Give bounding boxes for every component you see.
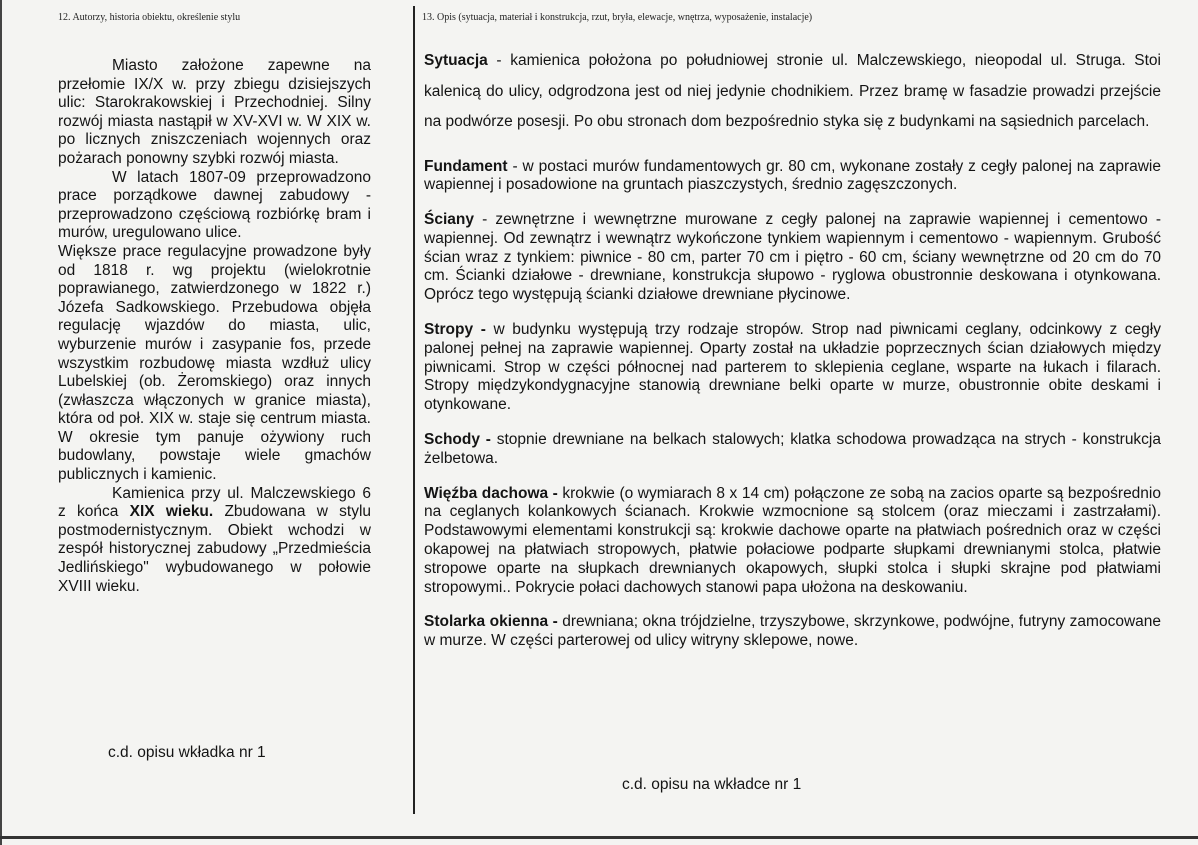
history-paragraph-4 xyxy=(58,485,371,597)
fundament-text: - w postaci murów fundamentowych gr. 80 cm, wykonane zostały z cegły palonej na zaprawie wapiennej i posadowione na gruntach piaszczystych, średnio zagęszczonych. xyxy=(424,157,1161,194)
section-schody xyxy=(424,431,1161,469)
p4-text-after: Zbudowana w stylu postmodernistycznym. Obiekt wchodzi w zespół historycznej zabudowy „Przedmieścia Jedlińskiego" wybudowanego w połowie XVIII wieku. xyxy=(58,503,372,595)
schody-label: Schody - xyxy=(424,431,491,449)
section-sciany xyxy=(424,211,1161,305)
sytuacja-label: Sytuacja xyxy=(424,52,488,69)
sciany-text: - zewnętrzne i wewnętrzne murowane z cegły palonej na zaprawie wapiennej i cementowo - wapiennej. Od zewnątrz i wewnątrz wykończone tynkiem wapiennym i cementowo - wapiennym. Grubość ścian wraz z tynkiem: piwnice - 80 cm, parter 70 cm i piętro - 60 cm, ściany wewnętrzne od 20 cm do 70 cm. Ścianki działowe - drewniane, konstrukcja słupowo - ryglowa obustronnie deskowana i otynkowana. Oprócz tego występują ścianki działowe drewniane płycinowe. xyxy=(424,211,1161,304)
stropy-text: w budynku występują trzy rodzaje stropów. Strop nad piwnicami ceglany, odcinkowy z cegły palonej pełnej na zaprawie wapiennej. Oparty został na układzie poprzecznych ścian działowych między piwnicami. Strop w części północnej nad parterem to sklepienia ceglane, wsparte na łukach i filarach. Stropy międzykondygnacyjne stanowią drewniane belki oparte w murze, obustronnie obite deskami i otynkowane. xyxy=(424,321,1161,414)
wiezba-text: krokwie (o wymiarach 8 x 14 cm) połączone ze sobą na zacios oparte są bezpośrednio na ceglanych kolankowych ścianach. Krokwie wzmocnione są stolcem (oraz mieczami i zastrzałami). Podstawowymi elementami konstrukcji są: krokwie dachowe oparte na płatwiach pośrednich oraz w części okapowej na płatwiach stropowych, płatwie połaciowe podparte słupkami drewnianymi stolca, płatwie stropowe oparte na słupkach drewnianych okapowych, słupki stolca i słupki skrajne pod płatwiami stropowymi.. Pokrycie połaci dachowych stanowi papa ułożona na deskowaniu. xyxy=(424,484,1161,596)
section-stropy xyxy=(424,321,1161,415)
description-continuation-note: c.d. opisu na wkładce nr 1 xyxy=(622,776,802,793)
p4-century: XIX wieku. xyxy=(129,503,214,521)
schody-text: stopnie drewniane na belkach stalowych; klatka schodowa prowadząca na strych - konstrukcja żelbetowa. xyxy=(424,431,1161,467)
fundament-label: Fundament xyxy=(424,157,508,175)
history-paragraph-2: W latach 1807-09 przeprowadzono prace porządkowe dawnej zabudowy - przeprowadzono częściową rozbiórkę bram i murów, uregulowano ulice. xyxy=(58,168,371,242)
description-column xyxy=(424,46,1161,667)
section-fundament xyxy=(424,158,1161,196)
sytuacja-text: - kamienica położona po południowej stronie ul. Malczewskiego, nieopodal ul. Struga. Stoi kalenicą do ulicy, odgrodzona jest od niej jedynie chodnikiem. Przez bramę w fasadzie prowadzi przejście na podwórze posesji. Po obu stronach dom bezpośrednio styka się z budynkami na sąsiednich parcelach. xyxy=(424,52,1161,130)
section-13-header: 13. Opis (sytuacja, materiał i konstrukcja, rzut, bryła, elewacje, wnętrza, wyposażenie, instalacje) xyxy=(422,12,813,23)
stropy-label: Stropy - xyxy=(424,321,486,339)
history-paragraph-3: Większe prace regulacyjne prowadzone były od 1818 r. wg projektu (wielokrotnie poprawianego, zatwierdzonego w 1822 r.) Józefa Sadkowskiego. Przebudowa objęła regulację wjazdów do miasta, ulic, wyburzenie murów i zasypanie fos, przede wszystkim rozbudowę miasta wzdłuż ulicy Lubelskiej (ob. Żeromskiego) oraz innych (zwłaszcza włączonych w granice miasta), która od poł. XIX w. staje się centrum miasta. W okresie tym panuje ożywiony ruch budowlany, powstaje wiele gmachów publicznych i kamienic. xyxy=(58,242,371,484)
section-12-header: 12. Autorzy, historia obiektu, określenie stylu xyxy=(58,12,241,23)
wiezba-label: Więźba dachowa - xyxy=(424,484,558,502)
sciany-label: Ściany xyxy=(424,211,474,229)
column-divider xyxy=(413,6,415,814)
scan-left-edge xyxy=(0,0,2,845)
stolarka-label: Stolarka okienna - xyxy=(424,613,558,631)
p4-text-before: Kamienica przy ul. Malczewskiego 6 z końca xyxy=(58,484,371,521)
history-paragraph-1: Miasto założone zapewne na przełomie IX/X w. przy zbiegu dzisiejszych ulic: Starokrakowskiej i Przechodniej. Silny rozwój miasta nastąpił w XV-XVI w. W XIX w. po licznych zniszczeniach wojennych oraz pożarach ponowny szybki rozwój miasta. xyxy=(58,57,371,167)
section-stolarka xyxy=(424,613,1161,651)
scan-bottom-edge xyxy=(0,836,1198,839)
stolarka-text: drewniana; okna trójdzielne, trzyszybowe, skrzynkowe, podwójne, futryny zamocowane w murze. W części parterowej od ulicy witryny sklepowe, nowe. xyxy=(424,613,1162,650)
history-continuation-note: c.d. opisu wkładka nr 1 xyxy=(108,744,266,761)
section-wiezba xyxy=(424,485,1161,598)
history-column xyxy=(58,57,371,596)
section-sytuacja xyxy=(424,46,1161,138)
